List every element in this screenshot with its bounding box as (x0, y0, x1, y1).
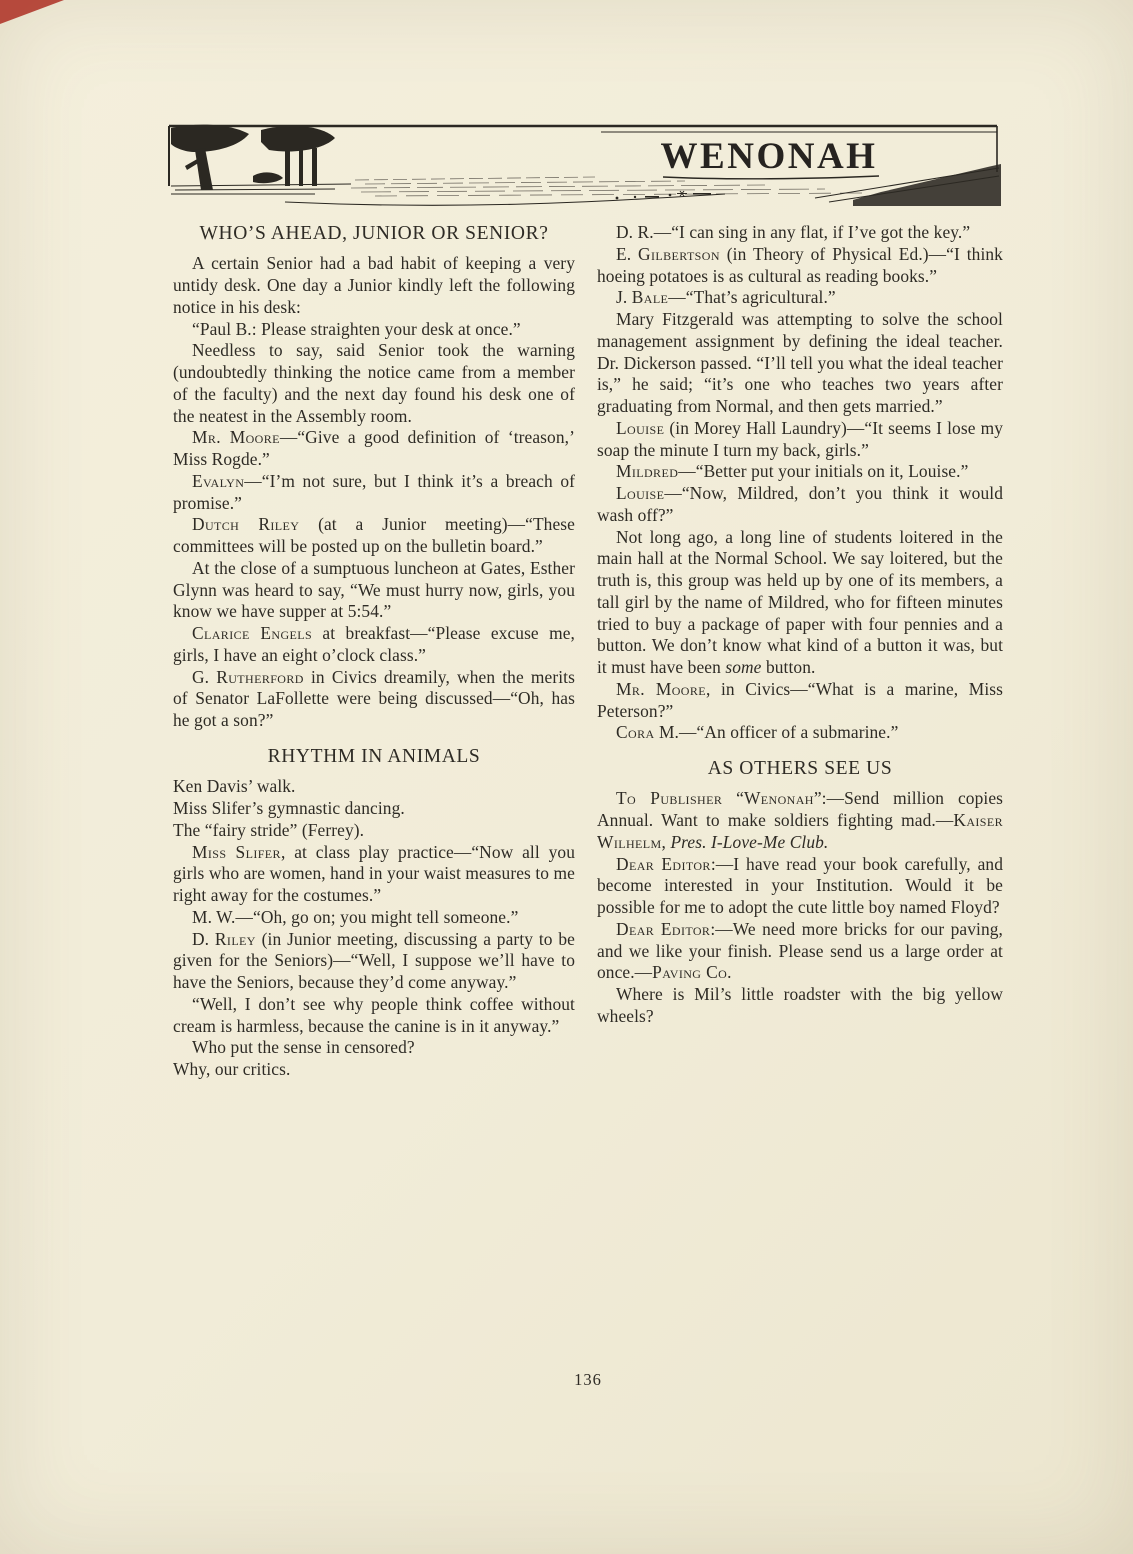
section-heading: RHYTHM IN ANIMALS (267, 745, 481, 767)
paragraph: Not long ago, a long line of students loitered in the main hall at the Normal School. We say loitered, but the truth is, this group was held up by one of its members, a tall girl by the name of Mildred, who for fifteen minutes tried to buy a package of paper with four pennies and a button. We don’t know what kind of a button it was, but it must have been some button. (597, 526, 1003, 677)
paragraph: Who put the sense in censored? Why, our critics. (173, 1037, 415, 1079)
paragraph: G. Rutherford in Civics dreamily, when the merits of Senator LaFollette were being discussed—“Oh, has he got a son?” (173, 666, 575, 731)
paragraph: J. Bale—“That’s agricultural.” (616, 287, 836, 308)
paragraph: Louise—“Now, Mildred, don’t you think it would wash off?” (597, 483, 1003, 525)
paragraph: Miss Slifer’s gymnastic dancing. (173, 798, 405, 818)
red-corner-artifact (0, 0, 64, 24)
paragraph: Miss Slifer, at class play practice—“Now all you girls who are women, hand in your waist measures to me right away for the costumes.” (173, 841, 575, 905)
trees-illustration-icon (171, 125, 335, 190)
field-hatching (351, 177, 865, 196)
masthead-title: WENONAH (660, 136, 878, 177)
paragraph: At the close of a sumptuous luncheon at Gates, Esther Glynn was heard to say, “We must hurry now, girls, you know we have supper at 5:54.” (173, 557, 575, 622)
paragraph: Cora M.—“An officer of a submarine.” (616, 722, 899, 743)
paragraph: Mary Fitzgerald was attempting to solve the school management assignment by defining the ideal teacher. Dr. Dickerson passed. “I’ll tell you what the ideal teacher is,” he said; “it’s one who teaches two years after graduating from Normal, and then gets married.” (597, 309, 1003, 416)
paragraph: D. R.—“I can sing in any flat, if I’ve got the key.” (616, 222, 971, 242)
paragraph: Evalyn—“I’m not sure, but I think it’s a breach of promise.” (173, 470, 575, 513)
paragraph: Mr. Moore—“Give a good definition of ‘treason,’ Miss Rogde.” (173, 427, 575, 470)
paragraph: D. Riley (in Junior meeting, discussing a party to be given for the Seniors)—“Well, I suppose we’ll have to have the Seniors, because they’d come anyway.” (173, 928, 575, 992)
paragraph: Needless to say, said Senior took the warning (undoubtedly thinking the notice came from a member of the faculty) and the next day found his desk one of the neatest in the Assembly room. (173, 340, 575, 426)
right-column (597, 222, 1003, 1028)
paragraph: Dutch Riley (at a Junior meeting)—“These committees will be posted up on the bulletin board.” (173, 514, 575, 557)
paragraph: Louise (in Morey Hall Laundry)—“It seems I lose my soap the minute I turn my back, girls.” (597, 417, 1003, 460)
left-column (173, 222, 575, 1081)
section-heading: AS OTHERS SEE US (707, 758, 893, 779)
paragraph: M. W.—“Oh, go on; you might tell someone.” (192, 906, 519, 927)
paragraph: Mr. Moore, in Civics—“What is a marine, Miss Peterson?” (597, 678, 1003, 721)
paragraph: Dear Editor:—I have read your book carefully, and become interested in your Institution. Would it be possible for me to adopt the cute little boy named Floyd? (597, 853, 1004, 918)
ground-hatching-left (171, 184, 351, 194)
paragraph: Mildred—“Better put your initials on it, Louise.” (616, 461, 969, 482)
paragraph: To Publisher “Wenonah”:—Send million copies Annual. Want to make soldiers fighting mad.—Kaiser Wilhelm, Pres. I-Love-Me Club. (597, 788, 1004, 852)
paragraph: The “fairy stride” (Ferrey). (173, 819, 365, 840)
paragraph: “Well, I don’t see why people think coffee without cream is harmless, because the canine is in it anyway.” (173, 993, 575, 1036)
section-heading: WHO’S AHEAD, JUNIOR OR SENIOR? (199, 223, 549, 244)
paragraph: E. Gilbertson (in Theory of Physical Ed.)—“I think hoeing potatoes is as cultural as reading books.” (597, 243, 1003, 286)
paragraph: Where is Mil’s little roadster with the big yellow wheels? (597, 984, 1003, 1026)
masthead-banner (165, 120, 1001, 206)
paragraph: A certain Senior had a bad habit of keeping a very untidy desk. One day a Junior kindly left the following notice in his desk: (173, 253, 575, 317)
paragraph: Ken Davis’ walk. (173, 776, 296, 797)
page-number: 136 (574, 1370, 602, 1389)
swoosh-line (285, 194, 725, 205)
paragraph: Dear Editor:—We need more bricks for our paving, and we like your finish. Please send us a large order at once.—Paving Co. (597, 918, 1003, 983)
paragraph: “Paul B.: Please straighten your desk at once.” (192, 318, 521, 339)
paragraph: Clarice Engels at breakfast—“Please excuse me, girls, I have an eight o’clock class.” (173, 623, 575, 665)
